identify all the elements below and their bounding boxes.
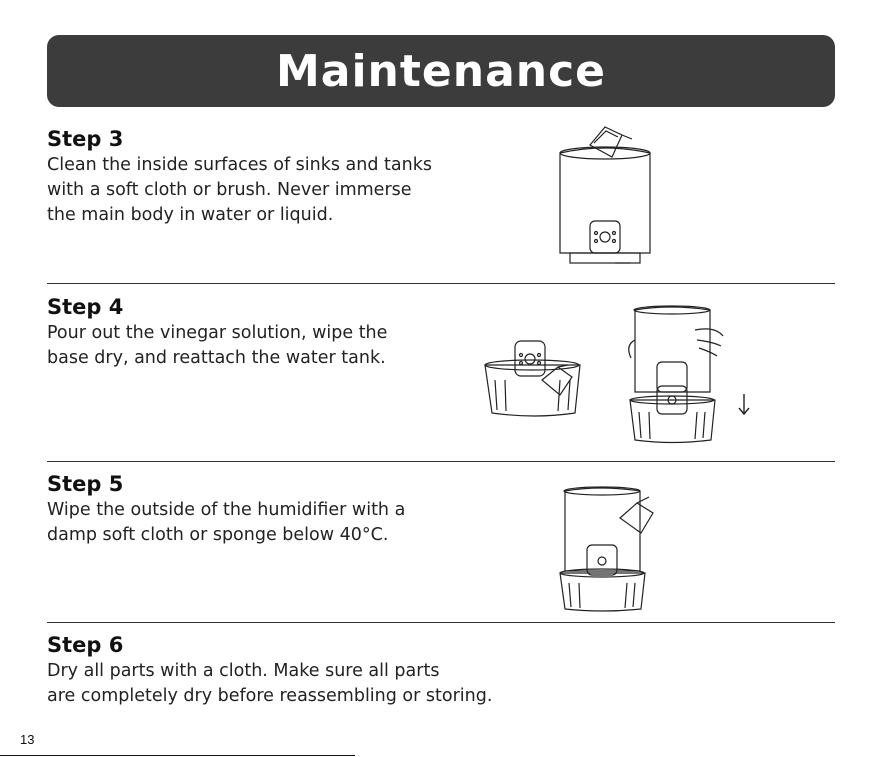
step-6 bbox=[47, 633, 567, 709]
step-3 bbox=[47, 127, 517, 228]
divider bbox=[47, 461, 835, 462]
outside-wiping-icon bbox=[555, 483, 665, 613]
step-4-body: Pour out the vinegar solution, wipe the base dry, and reattach the water tank. bbox=[47, 323, 388, 368]
page-number: 13 bbox=[20, 732, 35, 747]
footer-rule bbox=[0, 755, 355, 756]
step-5-title: Step 5 bbox=[47, 472, 124, 496]
page-title: Maintenance bbox=[275, 45, 607, 97]
step-5 bbox=[47, 472, 517, 548]
step-5-body: Wipe the outside of the humidifier with a damp soft cloth or sponge below 40°C. bbox=[47, 500, 406, 545]
step-3-body: Clean the inside surfaces of sinks and tanks with a soft cloth or brush. Never immerse the main body in water or liquid. bbox=[47, 155, 432, 225]
divider bbox=[47, 622, 835, 623]
step-6-body: Dry all parts with a cloth. Make sure all parts are completely dry before reassembling or storing. bbox=[47, 661, 493, 706]
page-title-banner bbox=[47, 35, 835, 107]
arrow-down-icon bbox=[736, 392, 752, 416]
tank-reattach-icon bbox=[625, 300, 725, 445]
divider bbox=[47, 283, 835, 284]
humidifier-tank-cleaning-icon bbox=[550, 125, 660, 270]
step-6-title: Step 6 bbox=[47, 633, 124, 657]
step-3-title: Step 3 bbox=[47, 127, 124, 151]
step-4-title: Step 4 bbox=[47, 295, 124, 319]
step-4 bbox=[47, 295, 517, 371]
base-wiping-icon bbox=[480, 335, 590, 420]
